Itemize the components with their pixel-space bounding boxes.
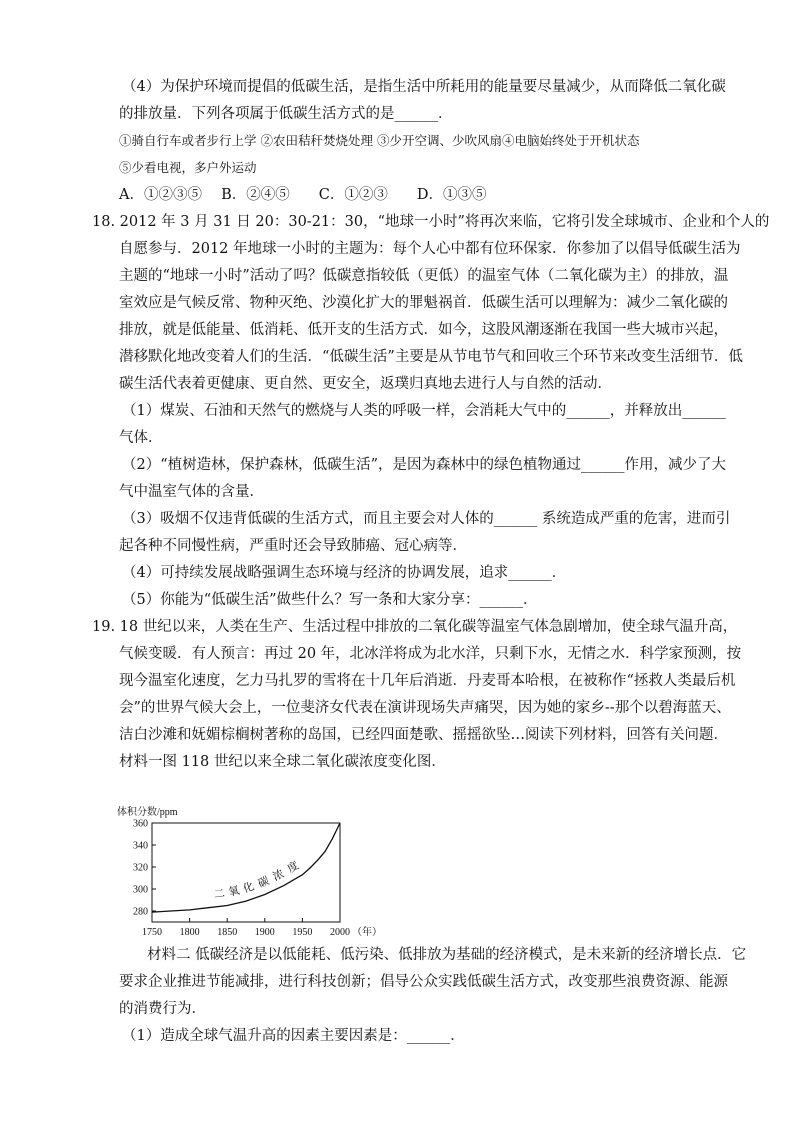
curve-label bbox=[213, 858, 301, 901]
q18-part4: （4）可持续发展战略强调生态环境与经济的协调发展，追求______． bbox=[122, 565, 567, 581]
x-tick-label: 1850 bbox=[217, 927, 238, 936]
plot-frame bbox=[152, 823, 340, 922]
x-tick-label: 1900 bbox=[254, 927, 275, 936]
material-two-line1: 材料二 低碳经济是以低能耗、低污染、低排放为基础的经济模式，是未来新的经济增长点．它 bbox=[147, 947, 747, 963]
curve-label-char: 氧 bbox=[227, 884, 241, 899]
y-tick-label: 360 bbox=[133, 818, 148, 830]
q18-part2-line2: 气中温室气体的含量． bbox=[119, 484, 264, 500]
curve-label-char: 碳 bbox=[256, 875, 272, 891]
x-axis-label: （年） bbox=[352, 927, 382, 936]
q18-part3-line1: （3）吸烟不仅违背低碳的生活方式，而且主要会对人体的______ 系统造成严重的危害，进而引 bbox=[122, 511, 731, 527]
chart-axes bbox=[152, 823, 340, 922]
curve-label-char: 二 bbox=[213, 887, 226, 902]
material-one-caption: 材料一图 118 世纪以来全球二氧化碳浓度变化图． bbox=[119, 754, 446, 770]
q19-part1: （1）造成全球气温升高的因素主要因素是：______． bbox=[122, 1028, 465, 1044]
x-tick-label: 1750 bbox=[142, 927, 162, 936]
q19-line1: 19. 18 世纪以来，人类在生产、生活过程中排放的二氧化碳等温室气体急剧增加，使全球气温升高， bbox=[92, 619, 738, 635]
q18-line2: 自愿参与．2012 年地球一小时的主题为：每个人心中都有位环保家．你参加了以倡导低碳生活为 bbox=[119, 241, 741, 257]
curve-label-char: 度 bbox=[285, 859, 302, 876]
y-axis-label: 体积分数/ppm bbox=[117, 807, 178, 818]
q18-part1-line2: 气体． bbox=[119, 430, 163, 446]
q18-line5: 排放，就是低能量、低消耗、低开支的生活方式．如今，这股风潮逐渐在我国一些大城市兴起， bbox=[119, 322, 728, 338]
q18-part5: （5）你能为“低碳生活”做些什么？写一条和大家分享：______． bbox=[122, 592, 538, 608]
q17-part4-line2: 的排放量．下列各项属于低碳生活方式的是______． bbox=[119, 106, 453, 122]
q18-part1-line1: （1）煤炭、石油和天然气的燃烧与人类的呼吸一样，会消耗大气中的______，并释放出______ bbox=[122, 403, 726, 419]
y-tick-label: 280 bbox=[133, 906, 148, 918]
curve-label-char: 浓 bbox=[271, 867, 287, 884]
q18-line4: 室效应是气候反常、物种灭绝、沙漠化扩大的罪魁祸首．低碳生活可以理解为：减少二氧化碳的 bbox=[119, 295, 728, 311]
material-two-line3: 的消费行为． bbox=[119, 1001, 206, 1017]
co2-series-line bbox=[152, 823, 340, 912]
q17-options-line1: ①骑自行车或者步行上学 ②农田秸秆焚烧处理 ③少开空调、少吹风扇④电脑始终处于开机状态 bbox=[119, 133, 640, 148]
q19-line2: 气候变暖．有人预言：再过 20 年，北冰洋将成为北水洋，只剩下水，无情之水．科学家预测，按 bbox=[119, 646, 742, 662]
q18-line1: 18. 2012 年 3 月 31 日 20：30-21：30，“地球一小时”将再次来临，它将引发全球城市、企业和个人的 bbox=[92, 214, 770, 230]
q17-choices: A．①②③⑤ B．②④⑤ C．①②③ D．①③⑤ bbox=[119, 187, 487, 203]
q19-line4: 会”的世界气候大会上，一位斐济女代表在演讲现场失声痛哭，因为她的家乡--那个以碧海蓝天、 bbox=[119, 700, 731, 716]
q19-line3: 现今温室化速度，乞力马扎罗的雪将在十几年后消逝．丹麦哥本哈根，在被称作“拯救人类最后机 bbox=[119, 673, 736, 689]
q18-part2-line1: （2）“植树造林，保护森林，低碳生活”，是因为森林中的绿色植物通过______作用，减少了大 bbox=[122, 457, 727, 473]
curve-label-char: 化 bbox=[241, 880, 256, 896]
q17-part4-line1: （4）为保护环境而提倡的低碳生活，是指生活中所耗用的能量要尽量减少，从而降低二氧化碳 bbox=[122, 79, 726, 95]
x-tick-label: 2000 bbox=[330, 927, 350, 936]
q18-line6: 潜移默化地改变着人们的生活．“低碳生活”主要是从节电节气和回收三个环节来改变生活细节．低 bbox=[119, 349, 743, 365]
y-tick-label: 300 bbox=[133, 884, 148, 896]
q18-line7: 碳生活代表着更健康、更自然、更安全，返璞归真地去进行人与自然的活动． bbox=[119, 376, 612, 392]
y-tick-label: 320 bbox=[133, 862, 148, 874]
x-axis-ticks bbox=[142, 918, 350, 936]
y-axis-ticks bbox=[133, 819, 156, 918]
q19-line5: 洁白沙滩和妩媚棕榈树著称的岛国，已经四面楚歌、摇摇欲坠…阅读下列材料，回答有关问题． bbox=[119, 727, 728, 743]
co2-concentration-chart bbox=[112, 806, 422, 936]
x-tick-label: 1800 bbox=[179, 927, 200, 936]
q18-line3: 主题的“地球一小时”活动了吗？低碳意指较低（更低）的温室气体（二氧化碳为主）的排放，温 bbox=[119, 268, 729, 284]
material-two-line2: 要求企业推进节能减排，进行科技创新；倡导公众实践低碳生活方式，改变那些浪费资源、能源 bbox=[119, 974, 728, 990]
y-tick-label: 340 bbox=[133, 840, 148, 852]
q17-options-line2: ⑤少看电视，多户外运动 bbox=[119, 160, 257, 175]
q18-part3-line2: 起各种不同慢性病，严重时还会导致肺癌、冠心病等． bbox=[119, 538, 467, 554]
x-tick-label: 1950 bbox=[292, 927, 313, 936]
